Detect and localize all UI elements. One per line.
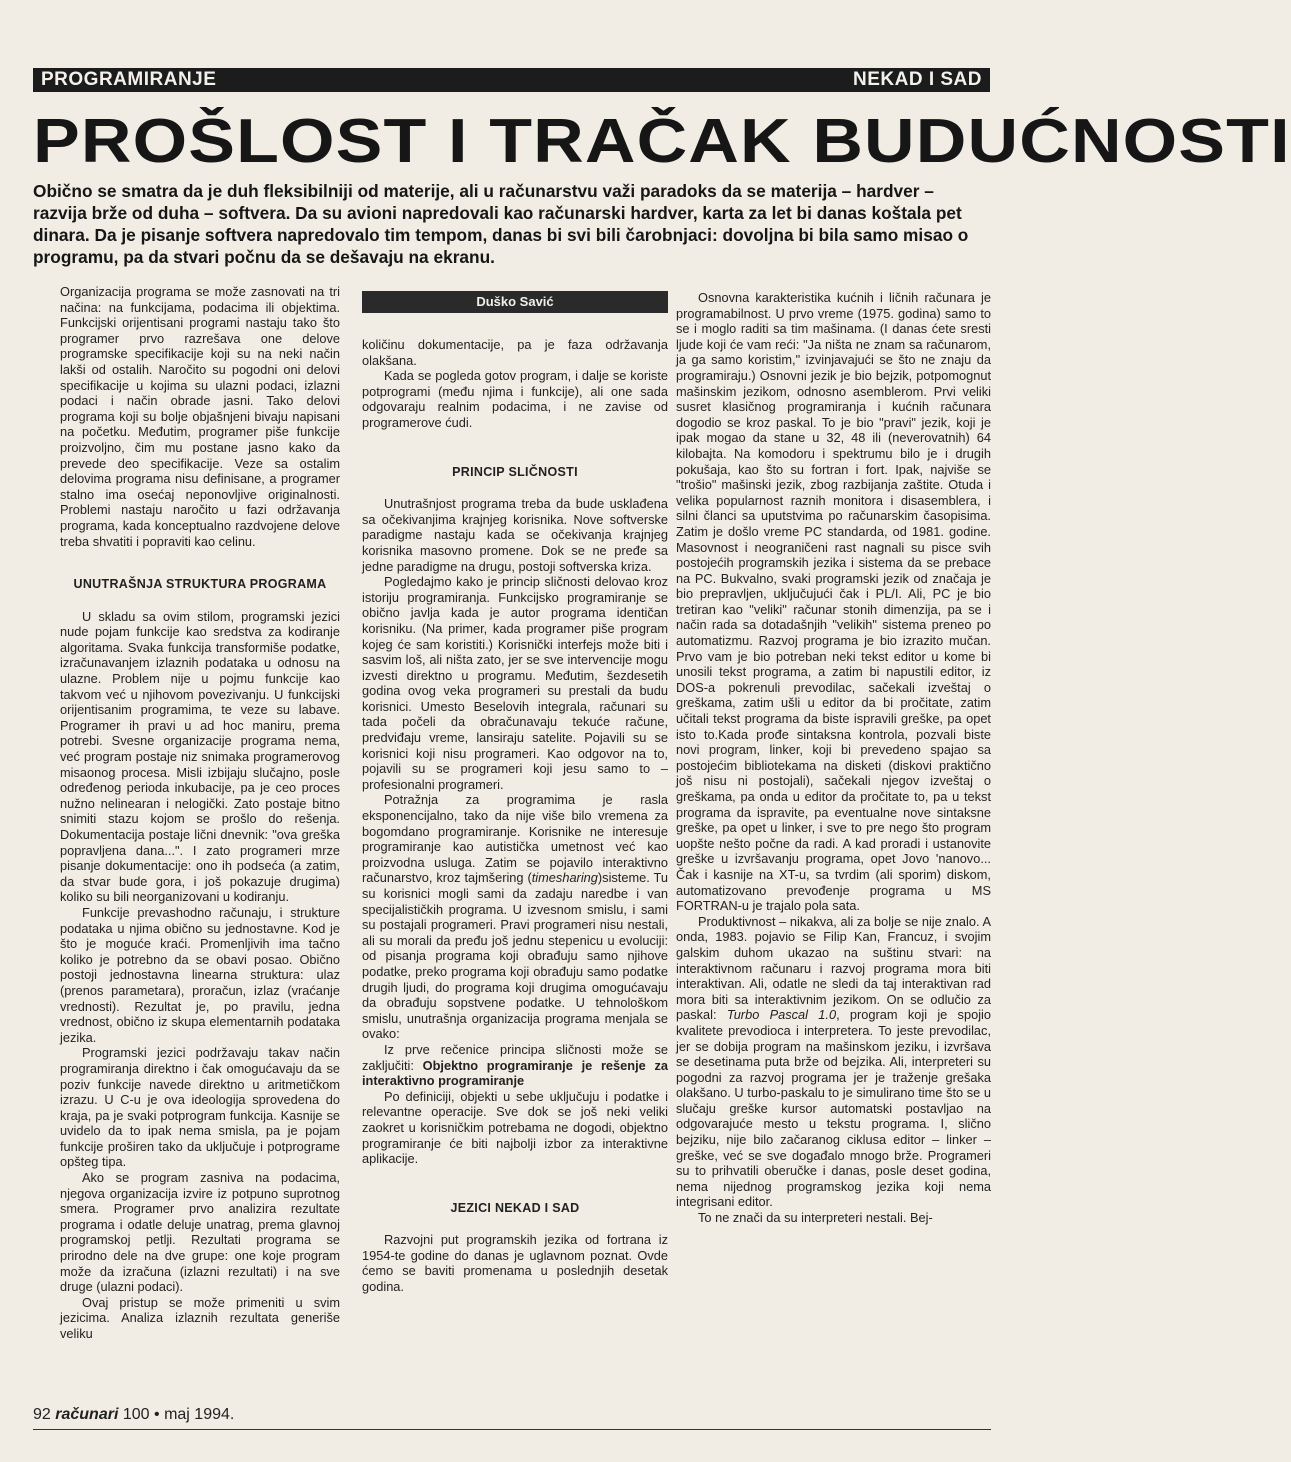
paragraph: Funkcije prevashodno računaju, i strukture podataka u njima obično su jednostavne. Kod je što je moguće kraći. Promenljivih ima tačno koliko je potrebno da se obavi posao. Obično postoji jednostavna linearna struktura: ulaz (prenos parametara), proračun, izlaz (vraćanje vrednosti). Rezultat je, po pravilu, jedna vrednost, obično iz skupa elementarnih podataka jezika. <box>60 904 340 1045</box>
section-label: PROGRAMIRANJE <box>41 69 217 90</box>
paragraph <box>362 1042 668 1089</box>
paragraph: U skladu sa ovim stilom, programski jezici nude pojam funkcije kao sredstva za kodiranje algoritama. Svaka funkcija transformiše podatke, izračunavanjem izlaznih podataka u odnosu na ulazne. Problem nije u pojmu funkcije kao takvom već u njihovom povezivanju. U funkcijski orijentisanim programima, te veze su labave. Programer ih pravi u ad hoc maniru, prema potrebi. Svesne organizacije programa nema, već program postaje niz snimaka programerovog misaonog procesa. Misli izbijaju slučajno, posle određenog perioda inkubacije, pa je ceo proces nužno nelinearan i nelogički. Zato postaje bitno snimiti stazu kojom se prošlo do rešenja. Dokumentacija postaje lični dnevnik: "ova greška popravljena dana...". I zato programeri mrze pisanje dokumentacije: ono ih podseća (a zatim, da stvar bude gora, i još pokazuje drugima) koliko su bili neorganizovani u kodiranju. <box>60 608 340 905</box>
paragraph: Pogledajmo kako je princip sličnosti delovao kroz istoriju programiranja. Funkcijsko programiranje se obično javlja kada je autor programa identičan korisniku. (Na primer, kada programer piše program kojeg će sam koristiti.) Korisnički interfejs može biti i sasvim loš, ali ništa zato, jer se sve intervencije mogu izvesti direktno u programu. Međutim, šezdesetih godina ovog veka programeri su prestali da budu korisnici. Umesto Beselovih integrala, računari su tada počeli da obračunavaju tekuće račune, predviđaju vreme, lansiraju satelite. Pojavili su se korisnici koji nisu programeri. Kao odgovor na to, pojavili su se programeri koji jesu samo to – profesionalni programeri. <box>362 574 668 792</box>
page-footer <box>33 1406 234 1424</box>
paragraph: Organizacija programa se može zasnovati na tri načina: na funkcijama, podacima ili objektima. Funkcijski orijentisani programi nastaju tako što programer prvo razrešava one delove programske specifikacije koji su na neki način lakši od ostalih. Naročito su pogodni oni delovi specifikacije u kojima su ulazni podaci, izlazni podaci i način obrade jasni. Tako delovi programa koji su bolje objašnjeni bivaju napisani na početku. Međutim, programer piše funkcije proizvoljno, čim mu postane jasno kako da prevede deo specifikacije. Veze sa ostalim delovima programa nisu definisane, a programer stalno ima osećaj neponovljive originalnosti. Problemi nastaju naročito u fazi održavanja programa, kada konceptualno razdvojene delove treba shvatiti i popraviti kao celinu. <box>60 284 340 549</box>
paragraph-text: Iz prve rečenice principa sličnosti može se zaključiti: <box>362 1041 668 1073</box>
footer-bullet: • <box>154 1406 160 1423</box>
article-lead: Obično se smatra da je duh fleksibilniji od materije, ali u računarstvu važi paradoks da se materija – hardver – razvija brže od duha – softvera. Da su avioni napredovali kao računarski hardver, karta za let bi danas koštala pet dinara. Da je pisanje softvera napredovalo tim tempom, danas bi svi bili čarobnjaci: dovoljna bi bila samo misao o programu, pa da stvari počnu da se dešavaju na ekranu. <box>33 181 969 267</box>
subheading: PRINCIP SLIČNOSTI <box>452 464 578 479</box>
paragraph: Ovaj pristup se može primeniti u svim jezicima. Analiza izlaznih rezultata generiše veliku <box>60 1294 340 1341</box>
emphasis-text: timesharing <box>531 870 598 886</box>
paragraph: količinu dokumentacije, pa je faza održavanja olakšana. <box>362 337 668 368</box>
section-header-bar <box>33 68 990 92</box>
page-number: 92 <box>33 1406 51 1423</box>
paragraph: Kada se pogleda gotov program, i dalje se koriste potprogrami (među njima i funkcije), ali one sada odgovaraju realnim podacima, i ne zavise od programerove ćudi. <box>362 368 668 430</box>
subheading: JEZICI NEKAD I SAD <box>450 1200 580 1215</box>
paragraph: Osnovna karakteristika kućnih i ličnih računara je programabilnost. U prvo vreme (1975. godina) samo to se i moglo raditi sa tim mašinama. (I danas ćete sresti ljude koji će vam reći: "Ja ništa ne znam sa računarom, ja ga samo koristim," izvinjavajući se što ne znaju da programiraju.) Osnovni jezik je bio bejzik, potpomognut mašinskim jezikom, odnosno asemblerom. Prvi veliki susret klasičnog programiranja i kućnih računara dogodio se kroz paskal. To je bio "pravi" jezik, koji je ipak mogao da stane u 32, 48 ili (neverovatnih) 64 kilobajta. Na komodoru i spektrumu bilo je i drugih pokušaja, kao što su fortran i fort. Ipak, najviše se "trošio" mašinski jezik, zbog razbijanja zaštite. Otuda i velika popularnost raznih monitora i disasemblera, i silni članci sa uputstvima po računarskim časopisima. Zatim je došlo vreme PC standarda, od 1981. godine. Masovnost i neograničeni rast nagnali su pisce svih postojećih programskih jezika i sistema da se prebace na PC. Bukvalno, svaki programski jezik od značaja je bio prepravljen, uključujući čak i PL/I. Ali, PC je bio tretiran kao "veliki" računar stonih dimenzija, pa se i način rada sa dotadašnjih "velikih" sistema preneo po automatizmu. Razvoj programa je bio izrazito mučan. Prvo vam je bio potreban neki tekst editor u kome bi unosili tekst programa, a zatim bi napustili editor, iz DOS-a pokrenuli prevodilac, sačekali izveštaj o greškama, zatim ušli u editor da bi pročitate, zatim učitali tekst programa da biste ispravili greške, pa opet isto to.Kada prođe sintaksna kontrola, pozvali biste novi program, linker, koji bi prevedeno spajao sa postojećim bibliotekama na disketi (diskovi praktično još nisu ni postojali), sačekali njegov izveštaj o greškama, pa onda u editor da pročitate to, pa u tekst programa da ispravite, pa eventualne nove sintaksne greške, pa opet u linker, i sve to pre nego što program uopšte nešto počne da radi. A kad proradi i ustanovite greške u izvršavanju programa, opet Jovo 'nanovo... Čak i kasnije na XT-u, sa tvrdim (ali sporim) diskom, automatizovano prevođenje programa u MS FORTRAN-u je trajalo pola sata. <box>676 290 991 914</box>
series-label: NEKAD I SAD <box>852 69 982 90</box>
paragraph-text: , program koji je spojio kvalitete prevodioca i interpretera. To jeste prevodilac, jer se dobija program na mašinskom jeziku, i izvršava se desetinama puta brže od bejzika. Ali, interpreteri su pogodni za razvoj programa jer je traženje grešaka olakšano. U turbo-paskalu to je simulirano time što se u slučaju greške kursor automatski postavljao na odgovarajuće mesto u tekstu programa. I, slično bejziku, nije bilo začaranog ciklusa editor – linker – greške, već se sve događalo mnogo brže. Programeri su to prihvatili oberučke i danas, posle deset godina, nema nijednog programskog jezika koji nema integrisani editor. <box>676 1007 991 1210</box>
paragraph <box>676 914 991 1210</box>
subheading: UNUTRAŠNJA STRUKTURA PROGRAMA <box>73 577 327 592</box>
paragraph: Razvojni put programskih jezika od fortrana iz 1954-te godine do danas je uglavnom poznat. Ovde ćemo se baviti promenama u poslednjih desetak godina. <box>362 1232 668 1295</box>
column-2 <box>362 291 668 1295</box>
column-1 <box>60 284 340 1342</box>
paragraph-text: Potražnja za programima je rasla eksponencijalno, tako da nije više bilo vremena za bogomdano programiranje. Korisnike ne interesuje programiranje kao autistička umetnost već kao proizvodna usluga. Zatim se pojavilo interaktivno računarstvo, kroz tajmšering ( <box>362 792 668 886</box>
paragraph: To ne znači da su interpreteri nestali. Bej- <box>698 1210 933 1226</box>
paragraph: Unutrašnjost programa treba da bude usklađena sa očekivanjima krajnjeg korisnika. Nove softverske paradigme nastaju kada se očekivanja krajnjeg korisnika masovno promene. Dok se ne pređe sa jedne paradigme na drugu, postoji softverska kriza. <box>362 496 668 574</box>
paragraph-text: )sisteme. Tu su korisnici mogli sami da zadaju naredbe i van specijalističkih programa. U izvesnom smislu, i sami su postajali programeri. Pravi programeri nisu nestali, ali su morali da pređu još jednu stepenicu u evoluciji: od pisanja programa koji obrađuju samo njihove podatke, preko programa koji obrađuju samo podatke drugih ljudi, do programa koji drugima omogućavaju da obrađuju sopstvene podatke. U tehnološkom smislu, unutrašnja organizacija programa menjala se ovako: <box>362 870 668 1042</box>
paragraph: Ako se program zasniva na podacima, njegova organizacija izvire iz potpuno suprotnog smera. Programer prvo analizira rezultate programa i odatle deluje unatrag, prema glavnoj programskoj petlji. Rezultati programa se prirodno dele na dve grupe: one koje program može da izračuna (izlazni rezultati) i na sve druge (ulazni podaci). <box>60 1170 340 1295</box>
emphasis-text: Turbo Pascal 1.0 <box>726 1007 837 1023</box>
paragraph-text: Produktivnost – nikakva, ali za bolje se nije znalo. A onda, 1983. pojavio se Filip Kan, Francuz, i svojim galskim duhom ukazao na suštinu stvari: na interaktivnom računaru i razvoj programa mora biti interaktivan. Ali, odatle ne sledi da taj interaktivan rad mora biti sa interaktivnim jezikom. On se odlučio za paskal: <box>676 913 991 1023</box>
footer-rule <box>33 1429 991 1430</box>
author-byline: Duško Savić <box>362 291 668 313</box>
bold-text: Objektno programiranje je rešenje za interaktivno programiranje <box>362 1057 668 1089</box>
paragraph: Po definiciji, objekti u sebe uključuju i podatke i relevantne operacije. Sve dok se još neki veliki zaokret u korisničkim potrebama ne dogodi, objektno programiranje će biti najbolji izbor za interaktivne aplikacije. <box>362 1088 668 1167</box>
article-headline: PROŠLOST I TRAČAK BUDUĆNOSTI <box>33 107 1291 176</box>
magazine-logo: računari <box>55 1406 119 1423</box>
paragraph: Programski jezici podržavaju takav način programiranja direktno i čak omogućavaju da se poziv funkcije navede direktno u aritmetičkom izrazu. U C-u je ova ideologija sprovedena do kraja, pa je svaki potprogram funkcija. Kasnije se uvidelo da to ipak nema smisla, pa je pojam funkcije proširen tako da uključuje i potprograme opšteg tipa. <box>60 1045 340 1170</box>
issue-number: 100 <box>122 1406 150 1423</box>
issue-date: maj 1994. <box>164 1406 235 1423</box>
paragraph <box>362 792 668 1042</box>
column-3 <box>676 290 991 1226</box>
